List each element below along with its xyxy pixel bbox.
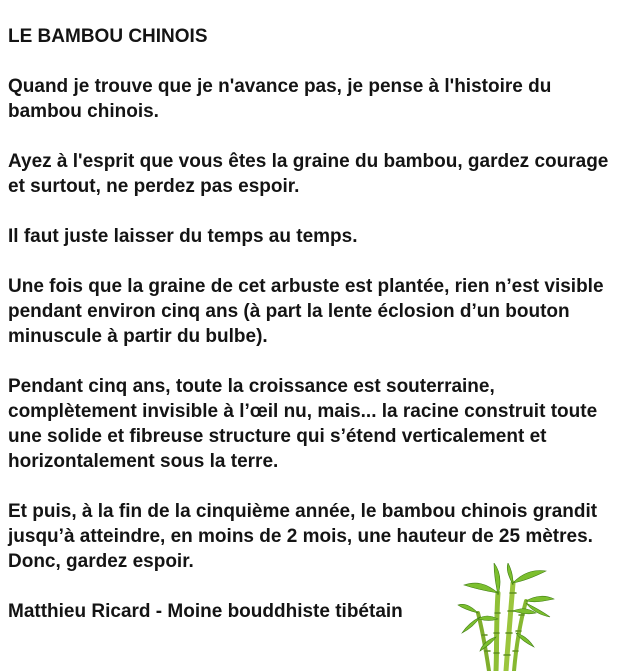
bamboo-leaves — [458, 563, 554, 651]
document-title: LE BAMBOU CHINOIS — [8, 26, 208, 47]
signature: Matthieu Ricard - Moine bouddhiste tibétain — [8, 601, 403, 622]
paragraph-advice: Ayez à l'esprit que vous êtes la graine du bambou, gardez courage et surtout, ne perdez pas espoir. — [8, 151, 609, 197]
paragraph-seed: Une fois que la graine de cet arbuste est plantée, rien n’est visible pendant environ cinq ans (à part la lente éclosion d’un bouton minuscule à partir du bulbe). — [8, 276, 604, 347]
paragraph-patience: Il faut juste laisser du temps au temps. — [8, 226, 358, 247]
paragraph-growth: Pendant cinq ans, toute la croissance est souterraine, complètement invisible à l’œil nu, mais... la racine construit toute une solide et fibreuse structure qui s’étend verticalement et horizontalement sous la terre. — [8, 376, 598, 472]
paragraph-conclusion: Et puis, à la fin de la cinquième année, le bambou chinois grandit jusqu’à atteindre, en moins de 2 mois, une hauteur de 25 mètres. Donc, gardez espoir. — [8, 501, 598, 572]
bamboo-plant-icon — [456, 563, 556, 671]
paragraph-intro: Quand je trouve que je n'avance pas, je pense à l'histoire du bambou chinois. — [8, 76, 552, 122]
document — [8, 24, 614, 624]
bamboo-stalks — [478, 583, 526, 671]
